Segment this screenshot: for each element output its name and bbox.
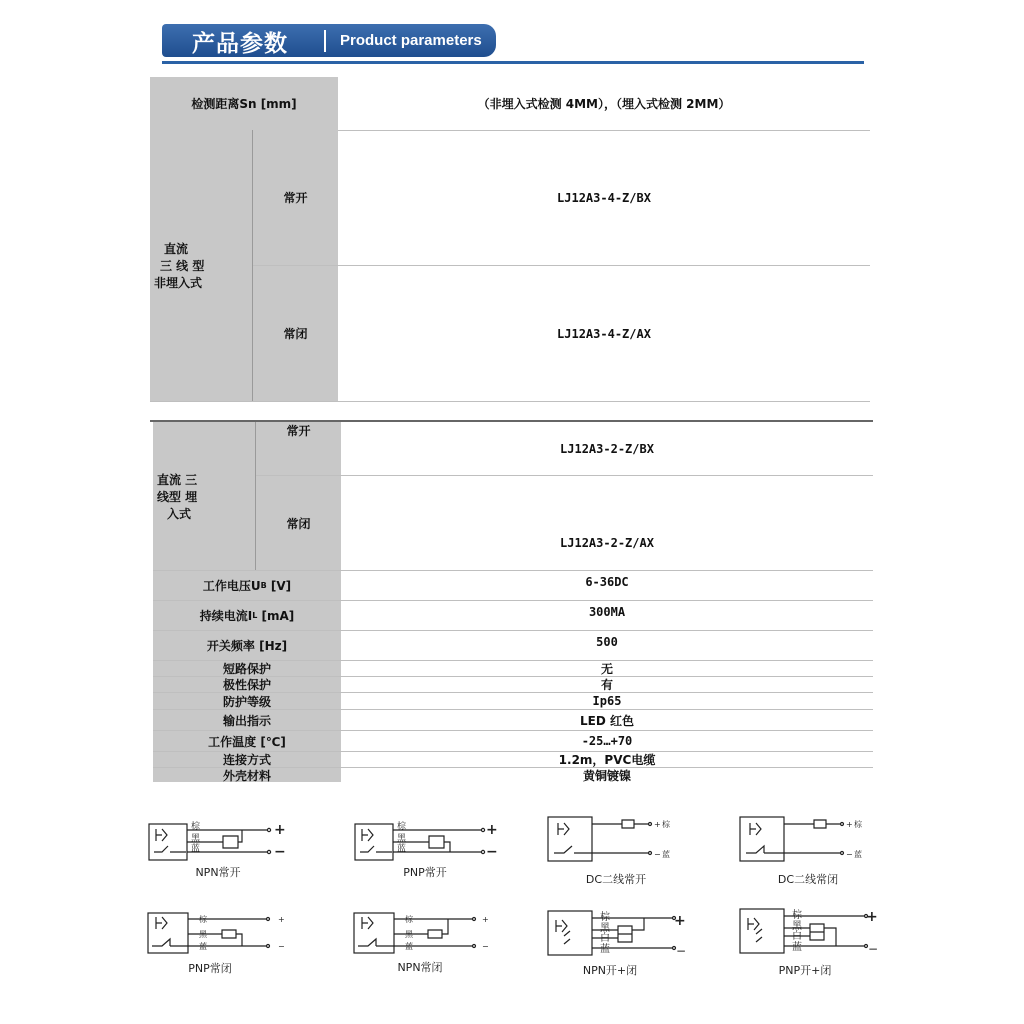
spec-value-current: 300MA [588, 605, 626, 619]
group-label-line: 直流 三 [157, 472, 198, 487]
normally-open-model: LJ12A3-2-Z/BX [560, 441, 654, 456]
normally-closed-model: LJ12A3-4-Z/AX [557, 326, 651, 341]
wire-label: 蓝 [854, 850, 862, 859]
wire-label: 棕 [191, 822, 201, 832]
wire-label: 黑 [397, 834, 407, 844]
normally-open-label: 常开 [253, 130, 338, 265]
banner-divider [324, 30, 326, 52]
normally-closed-model: LJ12A3-2-Z/AX [560, 536, 654, 550]
diagram-caption: NPN常开 [195, 866, 241, 879]
spec-label-current: 持续电流I L [mA] [153, 601, 341, 630]
wire-label: 蓝 [662, 850, 670, 859]
group-label-line: 直流 [164, 242, 189, 256]
banner-title-en: Product parameters [340, 32, 482, 49]
normally-open-model: LJ12A3-4-Z/BX [557, 190, 651, 205]
polarity-label: + [486, 822, 498, 838]
diagram-caption: DC二线常开 [585, 873, 647, 886]
wire-label: 棕 [854, 820, 862, 829]
polarity-label: + [846, 820, 853, 829]
wiring-diagram-pnp-no [354, 820, 504, 864]
spec-label-short-circuit: 短路保护 [153, 661, 341, 676]
diagram-caption: PNP常开 [403, 866, 447, 879]
spec-label-frequency: 开关频率 [Hz] [153, 631, 341, 660]
wire-label: 蓝 [397, 844, 407, 854]
diagram-caption: NPN常闭 [397, 961, 443, 974]
wire-label: 棕 [397, 822, 407, 832]
wire-label: 棕 [405, 915, 413, 924]
wiring-diagram-dc2-nc [738, 815, 888, 865]
spec-value-short-circuit: 无 [600, 662, 613, 676]
polarity-label: + [278, 915, 285, 924]
section-banner [162, 24, 496, 57]
wire-label: 黑 [191, 834, 201, 844]
polarity-label: + [654, 820, 661, 829]
wire-label: 蓝 [405, 942, 413, 951]
spec-value-voltage: 6-36DC [585, 575, 629, 589]
wiring-diagram-dc2-no [546, 815, 696, 865]
spec-label-protection: 防护等级 [153, 693, 341, 709]
polarity-label: + [866, 909, 878, 925]
sense-distance-label: 检测距离Sn [mm] [150, 77, 338, 130]
group-label-line: 线型 埋 [157, 489, 198, 504]
wire-label: 蓝 [191, 844, 201, 854]
wiring-diagram-npn-no [148, 820, 298, 864]
spec-label-connection: 连接方式 [153, 752, 341, 767]
wire-label: 白 [792, 931, 802, 942]
group-label-nonembedded [150, 130, 252, 401]
spec-label-housing: 外壳材料 [153, 768, 341, 782]
wiring-diagram-npn-nc [352, 910, 502, 958]
polarity-label: − [654, 850, 661, 859]
wire-label: 棕 [600, 912, 610, 923]
polarity-label: − [274, 844, 286, 860]
wire-label: 棕 [792, 910, 802, 921]
banner-title-cn: 产品参数 [192, 31, 288, 57]
wire-label: 蓝 [600, 944, 610, 955]
wire-label: 黑 [405, 930, 413, 939]
diagram-caption: PNP开+闭 [778, 964, 832, 977]
wire-label: 蓝 [199, 942, 207, 951]
wiring-diagram-pnp-no-nc [738, 906, 888, 958]
spec-value-connection: 1.2m，PVC电缆 [558, 753, 656, 767]
normally-open-label: 常开 [256, 422, 341, 475]
polarity-label: − [676, 944, 687, 958]
polarity-label: − [278, 942, 285, 951]
spec-label-voltage: 工作电压U B [V] [153, 571, 341, 600]
polarity-label: − [486, 844, 498, 860]
spec-value-polarity: 有 [600, 678, 613, 692]
sense-distance-value: （非埋入式检测 4MM），（埋入式检测 2MM） [477, 97, 731, 111]
wire-label: 蓝 [792, 942, 802, 953]
wire-label: 棕 [199, 915, 207, 924]
spec-value-protection: Ip65 [592, 694, 622, 708]
polarity-label: − [868, 942, 879, 956]
spec-label-indicator: 输出指示 [153, 710, 341, 730]
spec-value-frequency: 500 [596, 635, 618, 649]
polarity-label: − [846, 850, 853, 859]
wiring-diagram-pnp-nc [146, 910, 296, 958]
group-label-line: 入式 [167, 506, 192, 521]
wire-label: 白 [600, 933, 610, 944]
group-label-line: 三 线 型 [160, 259, 205, 273]
diagram-caption: NPN开+闭 [582, 964, 638, 977]
group-label-embedded [153, 422, 255, 570]
diagram-caption: DC二线常闭 [777, 873, 839, 886]
wire-label: 黑 [792, 921, 802, 932]
spec-label-polarity: 极性保护 [153, 677, 341, 692]
banner-underline [162, 61, 864, 64]
polarity-label: − [482, 942, 489, 951]
diagram-caption: PNP常闭 [188, 962, 232, 975]
wire-label: 黑 [600, 923, 610, 934]
polarity-label: + [674, 913, 686, 929]
wiring-diagram-npn-no-nc [546, 908, 696, 960]
polarity-label: + [274, 822, 286, 838]
normally-closed-label: 常闭 [256, 476, 341, 570]
spec-label-temperature: 工作温度 [℃] [153, 731, 341, 751]
group-label-line: 非埋入式 [154, 276, 203, 290]
polarity-label: + [482, 915, 489, 924]
spec-value-temperature: -25…+70 [581, 734, 633, 748]
normally-closed-label: 常闭 [253, 266, 338, 401]
spec-value-indicator: LED 红色 [580, 713, 634, 728]
spec-value-housing: 黄铜镀镍 [582, 768, 631, 783]
wire-label: 黑 [199, 930, 207, 939]
wire-label: 棕 [662, 820, 670, 829]
